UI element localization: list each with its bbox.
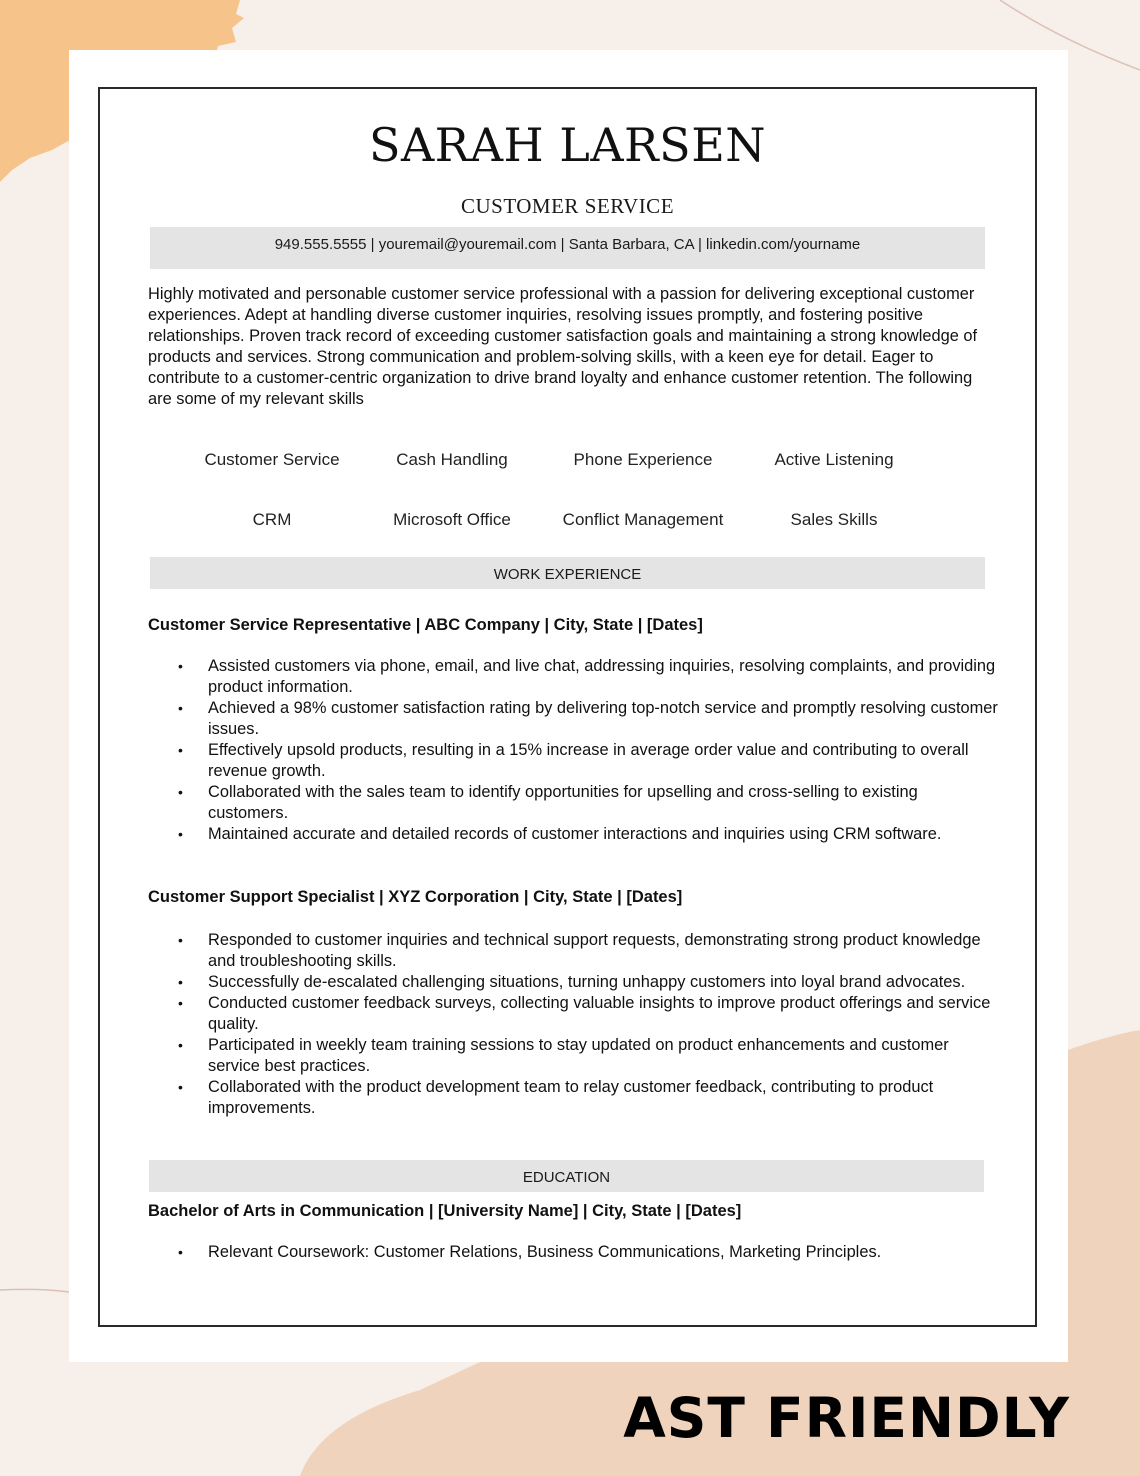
job-title: Customer Service Representative | ABC Company | City, State | [Dates] [148,616,703,634]
summary-paragraph: Highly motivated and personable customer service professional with a passion for delivering exceptional customer experiences. Adept at handling diverse customer inquiries, resolving issues promptly, and fostering positive relationships. Proven track record of exceeding customer satisfaction goals and maintaining a strong knowledge of products and services. Strong communication and problem-solving skills, with a keen eye for detail. Eager to contribute to a customer-centric organization to drive brand loyalty and enhance customer retention. The following are some of my relevant skills [148,285,978,408]
skill-item: Phone Experience [573,450,713,469]
skill-item: Customer Service [204,450,340,469]
skill-item: Cash Handling [396,450,508,469]
job-title: Customer Support Specialist | XYZ Corporation | City, State | [Dates] [148,888,683,906]
list-item: • Assisted customers via phone, email, and live chat, addressing inquiries, resolving complaints, and providing product information. [178,657,996,696]
bullet-icon: • [178,1244,183,1260]
bullet-icon: • [178,826,183,842]
list-item: • Collaborated with the product development team to relay customer feedback, contributing to product improvements. [178,1078,934,1117]
bullet-icon: • [178,1037,183,1053]
list-item: • Maintained accurate and detailed records of customer interactions and inquiries using CRM software. [178,825,942,843]
skill-item: Conflict Management [562,510,724,529]
thin-curve-line-left [0,1289,69,1292]
list-item: • Successfully de-escalated challenging situations, turning unhappy customers into loyal brand advocates. [178,973,966,991]
skill-item: Sales Skills [790,510,878,529]
resume-name: SARAH LARSEN [368,118,767,172]
list-item: • Responded to customer inquiries and technical support requests, demonstrating strong product knowledge and troubleshooting skills. [178,931,981,970]
list-item: • Relevant Coursework: Customer Relations, Business Communications, Marketing Principles. [178,1243,882,1261]
bullet-icon: • [178,784,183,800]
list-item: • Conducted customer feedback surveys, collecting valuable insights to improve product offerings and service quality. [178,994,991,1033]
bullet-icon: • [178,995,183,1011]
skill-item: Microsoft Office [393,510,511,529]
bullet-icon: • [178,658,183,674]
list-item: • Effectively upsold products, resulting in a 15% increase in average order value and contributing to overall revenue growth. [178,741,969,780]
list-item: • Achieved a 98% customer satisfaction rating by delivering top-notch service and promptly resolving customer issues. [178,699,998,738]
work-experience-heading: WORK EXPERIENCE [150,557,985,589]
education-title: Bachelor of Arts in Communication | [University Name] | City, State | [Dates] [148,1202,742,1220]
bullet-icon: • [178,742,183,758]
bullet-icon: • [178,700,183,716]
job-bullet-list [148,930,998,1119]
bullet-icon: • [178,974,183,990]
education-heading: EDUCATION [149,1160,984,1192]
bullet-icon: • [178,932,183,948]
skill-item: Active Listening [774,450,894,469]
resume-subtitle: CUSTOMER SERVICE [460,194,675,218]
list-item: • Collaborated with the sales team to identify opportunities for upselling and cross-selling to existing customers. [178,783,918,822]
contact-bar: 949.555.5555 | youremail@youremail.com | Santa Barbara, CA | linkedin.com/yourname [150,227,985,269]
ast-friendly-banner: AST FRIENDLY [623,1386,1070,1450]
job-bullet-list [148,656,998,845]
skill-item: CRM [252,510,292,529]
education-bullet-list [148,1242,998,1263]
bullet-icon: • [178,1079,183,1095]
list-item: • Participated in weekly team training sessions to stay updated on product enhancements and customer service best practices. [178,1036,949,1075]
